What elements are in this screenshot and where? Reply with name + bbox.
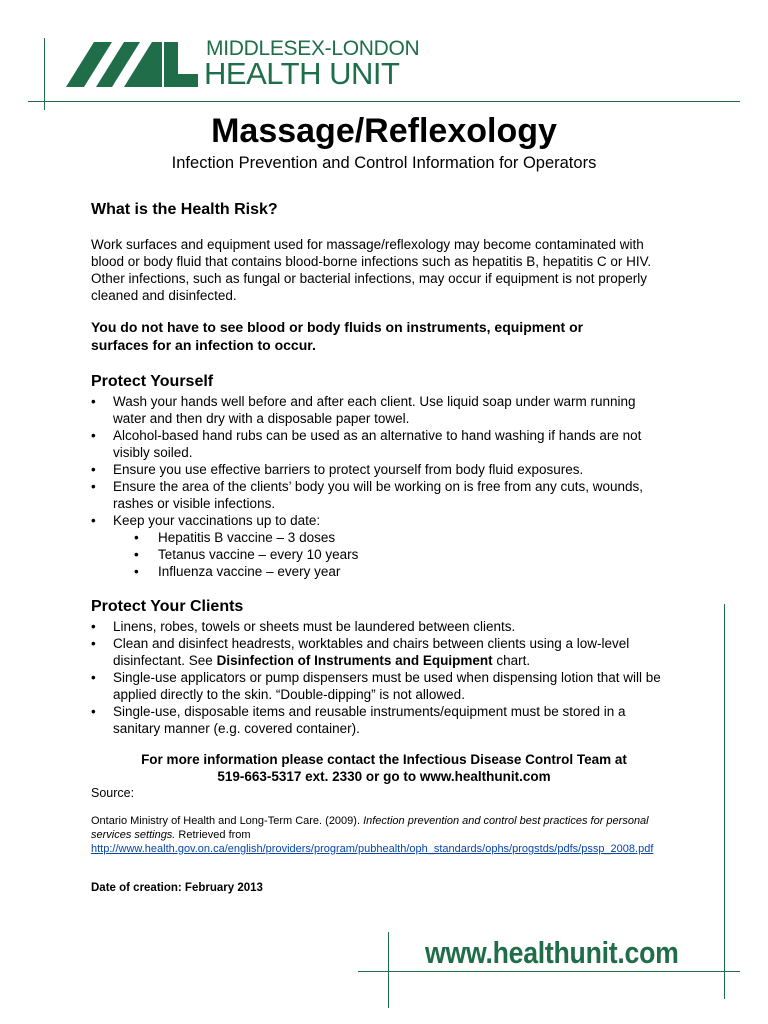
paragraph-line: blood or body fluid that contains blood-borne infections such as hepatitis B, hepatitis C or HIV. xyxy=(91,254,652,269)
header-vertical-rule xyxy=(44,38,45,110)
list-item: • Ensure the area of the clients’ body you will be working on is free from any cuts, wounds, rashes or visible infections. xyxy=(91,478,691,512)
contact-line1: For more information please contact the Infectious Disease Control Team at xyxy=(141,752,627,767)
health-risk-heading: What is the Health Risk? xyxy=(91,201,278,218)
org-name-line1: MIDDLESEX-LONDON xyxy=(206,37,420,60)
list-item: • Tetanus vaccine – every 10 years xyxy=(134,546,534,563)
list-item: • Single-use applicators or pump dispensers must be used when dispensing lotion that will be applied directly to the skin. “Double-dipping” is not allowed. xyxy=(91,669,701,703)
list-item: • Influenza vaccine – every year xyxy=(134,563,534,580)
ml-logo-icon xyxy=(66,40,198,88)
list-item: • Single-use, disposable items and reusable instruments/equipment must be stored in a sanitary manner (e.g. covered container). xyxy=(91,703,701,737)
source-citation: Ontario Ministry of Health and Long-Term Care. (2009). Infection prevention and control best practices for personal services settings. Retrieved from http://www.health.gov.on.ca/english/providers/program/pubhealth/oph_standards/ophs/progstds/pdfs/pssp_2008.pdf xyxy=(91,815,654,855)
paragraph-line: Other infections, such as fungal or bacterial infections, may occur if equipment is not properly xyxy=(91,271,648,286)
header-horizontal-rule xyxy=(28,101,740,102)
paragraph-line: surfaces for an infection to occur. xyxy=(91,337,316,353)
page-title: Massage/Reflexology xyxy=(211,112,557,150)
list-item: • Keep your vaccinations up to date: xyxy=(91,512,691,529)
list-item: • Wash your hands well before and after each client. Use liquid soap under warm running water and then dry with a disposable paper towel. xyxy=(91,393,691,427)
list-item: • Ensure you use effective barriers to protect yourself from body fluid exposures. xyxy=(91,461,691,478)
paragraph-line: cleaned and disinfected. xyxy=(91,288,237,303)
list-item: • Linens, robes, towels or sheets must be laundered between clients. xyxy=(91,618,701,635)
footer-horizontal-rule xyxy=(358,971,740,972)
page-subtitle: Infection Prevention and Control Information for Operators xyxy=(171,154,597,172)
date-of-creation: Date of creation: February 2013 xyxy=(91,882,263,894)
warning-paragraph xyxy=(91,318,583,354)
list-item: • Alcohol-based hand rubs can be used as an alternative to hand washing if hands are not visibly soiled. xyxy=(91,427,691,461)
protect-yourself-list xyxy=(91,393,691,529)
paragraph-line: Work surfaces and equipment used for massage/reflexology may become contaminated with xyxy=(91,237,644,252)
footer-vertical-rule xyxy=(388,932,389,1008)
contact-line2: 519-663-5317 ext. 2330 or go to www.healthunit.com xyxy=(217,769,551,784)
right-vertical-rule xyxy=(724,604,725,999)
protect-yourself-heading: Protect Yourself xyxy=(91,373,214,390)
vaccine-list xyxy=(134,529,534,580)
paragraph-line: You do not have to see blood or body fluids on instruments, equipment or xyxy=(91,319,584,335)
protect-clients-heading: Protect Your Clients xyxy=(91,598,244,615)
list-item: • Hepatitis B vaccine – 3 doses xyxy=(134,529,534,546)
health-risk-paragraph xyxy=(91,236,651,304)
source-link[interactable]: http://www.health.gov.on.ca/english/providers/program/pubhealth/oph_standards/ophs/progstds/pdfs/pssp_2008.pdf xyxy=(91,843,654,855)
list-item: • Clean and disinfect headrests, worktables and chairs between clients using a low-level disinfectant. See Disinfection of Instruments and Equipment chart. xyxy=(91,635,701,669)
source-label: Source: xyxy=(91,786,135,800)
footer-website-link[interactable]: www.healthunit.com xyxy=(425,935,679,970)
org-name-line2: HEALTH UNIT xyxy=(204,56,400,91)
protect-clients-list xyxy=(91,618,701,737)
chart-reference: Disinfection of Instruments and Equipment xyxy=(216,653,493,668)
